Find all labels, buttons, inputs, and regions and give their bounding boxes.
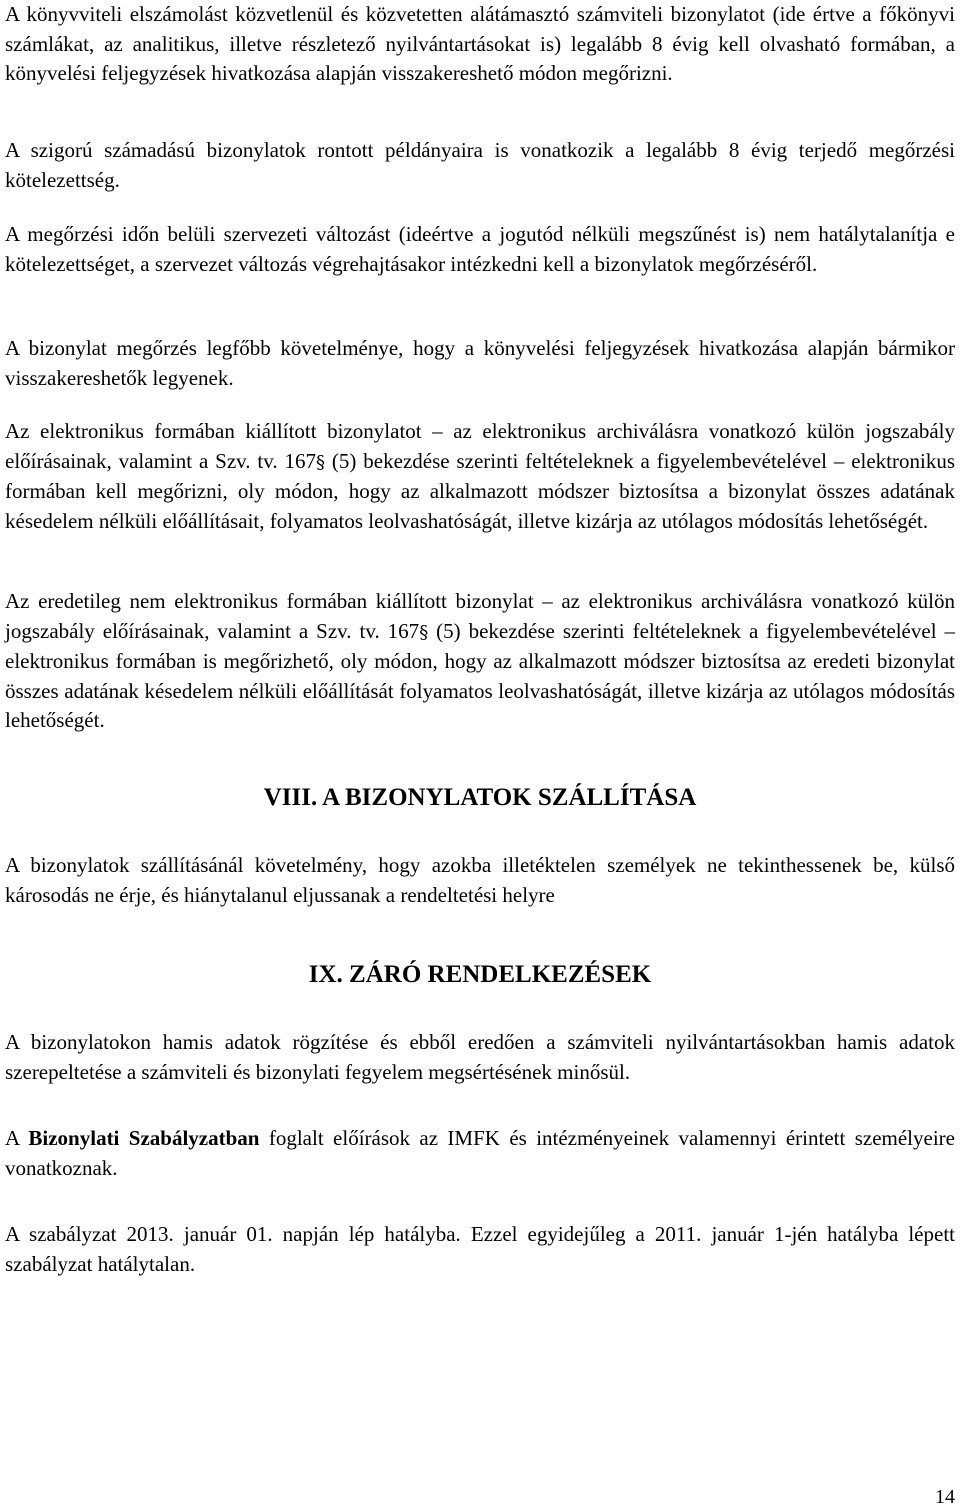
paragraph-text: (5) bekezdése szerinti feltételeknek a figyelembevételével – elektronikus formában kell megőrizni, oly módon, hogy az alkalmazott módszer biztosítsa a bizonylat összes adatának késedelem nélküli előállításait, folyamatos leolvashatóságát, illetve kizárja az utólagos módosítás lehetőségét. [5, 448, 956, 533]
paragraph-retention-requirement: A könyvviteli elszámolást közvetlenül és közvetetten alátámasztó számviteli bizonylatot (ide értve a főkönyvi számlákat, az analitikus, illetve részletező nyilvántartásokat is) legalább 8 évig kell olvasható formában, a könyvelési feljegyzések hivatkozása alapján visszakereshető módon megőrizni. [5, 2, 955, 86]
paragraph-electronic-documents [5, 417, 955, 536]
paragraph-organizational-change: A megőrzési időn belüli szervezeti változást (ideértve a jogutód nélküli megszűnést is) nem hatálytalanítja e kötelezettséget, a szervezet változás végrehajtásakor intézkedni kell a bizonylatok megőrzéséről. [5, 222, 955, 276]
section-heading-ix: IX. ZÁRÓ RENDELKEZÉSEK [308, 961, 652, 988]
paragraph-text: A [5, 1126, 29, 1150]
paragraph-false-data: A bizonylatokon hamis adatok rögzítése és ebből eredően a számviteli nyilvántartásokban hamis adatok szerepeltetése a számviteli és bizonylati fegyelem megsértésének minősül. [5, 1030, 955, 1084]
paragraph-scope [5, 1124, 955, 1183]
paragraph-main-requirement: A bizonylat megőrzés legfőbb követelménye, hogy a könyvelési feljegyzések hivatkozása alapján bármikor visszakereshetők legyenek. [5, 336, 955, 390]
section-sign: § [316, 451, 326, 473]
paragraph-non-electronic-documents [5, 587, 955, 736]
paragraph-text: Az eredetileg nem elektronikus formában kiállított bizonylat – az elektronikus archiválásra vonatkozó külön jogszabály előírásainak, valamint a Szv. tv. 167 [5, 589, 955, 643]
section-sign: § [419, 621, 429, 643]
paragraph-document-transport: A bizonylatok szállításánál követelmény, hogy azokba illetéktelen személyek ne tekinthessenek be, külső károsodás ne érje, és hiánytalanul eljussanak a rendeltetési helyre [5, 853, 955, 907]
paragraph-text: (5) bekezdése szerinti feltételeknek a figyelembevételével – elektronikus formában is megőrizhető, oly módon, hogy az alkalmazott módszer biztosítsa az eredeti bizonylat összes adatának késedelem nélküli előállítását folyamatos leolvashatóságát, illetve kizárja az utólagos módosítás lehetőségét. [5, 618, 955, 733]
paragraph-strict-accounting-documents: A szigorú számadású bizonylatok rontott példányaira is vonatkozik a legalább 8 évig terjedő megőrzési kötelezettség. [5, 138, 955, 192]
paragraph-effective-date: A szabályzat 2013. január 01. napján lép hatályba. Ezzel egyidejűleg a 2011. január 1-jén hatályba lépett szabályzat hatálytalan. [5, 1222, 955, 1276]
page-number: 14 [935, 1486, 955, 1508]
bold-term: Bizonylati Szabályzatban [28, 1126, 260, 1150]
paragraph-text: foglalt előírások az IMFK és intézményeinek valamennyi érintett személyeire vonatkoznak. [5, 1126, 955, 1180]
section-heading-viii: VIII. A BIZONYLATOK SZÁLLÍTÁSA [263, 784, 697, 811]
paragraph-text: Az elektronikus formában kiállított bizonylatot – az elektronikus archiválásra vonatkozó külön jogszabály előírásainak, valamint a Szv. tv. 167 [5, 419, 955, 473]
